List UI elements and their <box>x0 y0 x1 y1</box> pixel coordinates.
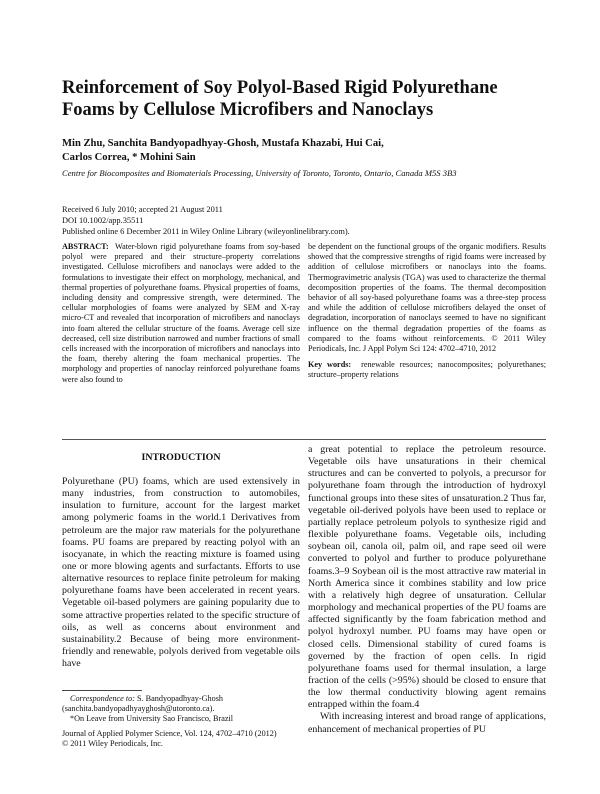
on-leave-note: *On Leave from University Sao Francisco, Brazil <box>70 714 234 723</box>
abstract-divider <box>62 439 546 440</box>
correspondence: S. Bandyopadhyay-Ghosh (sanchita.bandyopadhyayghosh@utoronto.ca). <box>62 694 223 713</box>
author-line-1: Min Zhu, Sanchita Bandyopadhyay-Ghosh, Mustafa Khazabi, Hui Cai, <box>62 138 384 149</box>
footnotes <box>62 694 300 724</box>
introduction-paragraph-2: a great potential to replace the petroleum resource. Vegetable oils have unsaturations in their chemical structures and can be converted to polyols, a precursor for polyurethane foam through the introduction of hydroxyl functional groups into these sites of unsaturation.2 Thus far, vegetable oil-derived polyols have been used to replace or partially replace petroleum polyols to synthesize rigid and flexible polyurethane foams. Vegetable oils, including soybean oil, canola oil, palm oil, and rape seed oil were converted to polyol and further to produce polyurethane foams.3–9 Soybean oil is the most attractive raw material in North America since it combines stability and low price with a relatively high degree of unsaturation. Cellular morphology and mechanical properties of the PU foams are affected significantly by the foam fabrication method and polyol hydroxyl number. PU foams may have open or closed cells. Dimensional stability of cured foams is governed by the fraction of open cells. In rigid polyurethane foams used for thermal insulation, a large fraction of the cells (>95%) should be closed to ensure that the low thermal conductivity blowing agent remains entrapped within the foam.4 <box>308 444 546 711</box>
abstract-right-column <box>308 242 546 381</box>
correspondence-label: Correspondence to: <box>70 694 135 703</box>
keywords-label: Key words: <box>308 360 352 370</box>
introduction-left-column <box>62 466 300 680</box>
section-heading-introduction: INTRODUCTION <box>141 452 221 463</box>
abstract-text-right: be dependent on the functional groups of the organic modifiers. Results showed that the compressive strengths of rigid foams were increased by addition of cellulose microfibers or nanoclays into the foams. Thermogravimetric analysis (TGA) was used to characterize the thermal decomposition properties of the foams. The thermal decomposition behavior of all soy-based polyurethane foams was a three-step process and while the addition of cellulose microfibers delayed the onset of degradation, incorporation of nanoclays seemed to have no significant influence on the thermal degradation properties of the foams as compared to the foams without reinforcements. © 2011 Wiley Periodicals, Inc. J Appl Polym Sci 124: 4702–4710, 2012 <box>308 242 546 354</box>
published-online: Published online 6 December 2011 in Wiley Online Library (wileyonlinelibrary.com). <box>62 227 350 236</box>
journal-line-2: © 2011 Wiley Periodicals, Inc. <box>62 739 163 748</box>
received-date: Received 6 July 2010; accepted 21 August 2011 <box>62 205 223 214</box>
author-line-2: Carlos Correa, * Mohini Sain <box>62 151 196 163</box>
footnote-rule <box>62 690 142 691</box>
journal-line-1: Journal of Applied Polymer Science, Vol. 124, 4702–4710 (2012) <box>62 729 277 738</box>
keywords: renewable resources; nanocomposites; polyurethanes; structure–property relations <box>308 360 547 380</box>
journal-citation <box>62 729 300 749</box>
affiliation: Centre for Biocomposites and Biomaterials Processing, University of Toronto, Toronto, Ontario, Canada M5S 3B3 <box>62 168 457 178</box>
doi: DOI 10.1002/app.35511 <box>62 216 144 225</box>
introduction-paragraph-3: With increasing interest and broad range of applications, enhancement of mechanical properties of PU <box>308 711 546 735</box>
article-title: Reinforcement of Soy Polyol-Based Rigid Polyurethane Foams by Cellulose Microfibers and Nanoclays <box>62 78 498 120</box>
author-list <box>62 137 542 164</box>
abstract-label: ABSTRACT: <box>62 242 109 251</box>
introduction-paragraph-1: Polyurethane (PU) foams, which are used extensively in many industries, from construction to automobiles, insulation to furniture, account for the largest market among polymeric foams in the world.1 Derivatives from petroleum are the major raw materials for the polyurethane foams. PU foams are prepared by reacting polyol with an isocyanate, in which the reacting mixture is foamed using one or more blowing agents and surfactants. Efforts to use alternative resources to replace finite petroleum for making polyurethane foams have been accelerated in recent years. Vegetable oil-based polymers are gaining popularity due to some attractive properties related to the specific structure of oils, as well as concerns about environment and sustainability.2 Because of being more environment-friendly and renewable, polyols derived from vegetable oils have <box>62 475 300 670</box>
introduction-right-column <box>308 444 546 736</box>
abstract-left-column <box>62 242 300 385</box>
abstract-text-left: Water-blown rigid polyurethane foams from soy-based polyol were prepared and their structure–property correlations investigated. Cellulose microfibers and nanoclays were added to the formulations to investigate their effect on morphology, mechanical, and thermal properties of polyurethane foams. Physical properties of foams, including density and compressive strength, were determined. The cellular morphologies of foams were analyzed by SEM and X-ray micro-CT and revealed that incorporation of microfibers and nanoclays into foam altered the cellular structure of the foams. Average cell size decreased, cell size distribution narrowed and number fractions of small cells increased with the incorporation of microfibers and nanoclays into the foam, thereby altering the foam mechanical properties. The morphology and properties of nanoclay reinforced polyurethane foams were also found to <box>62 242 300 384</box>
publication-history <box>62 204 542 237</box>
